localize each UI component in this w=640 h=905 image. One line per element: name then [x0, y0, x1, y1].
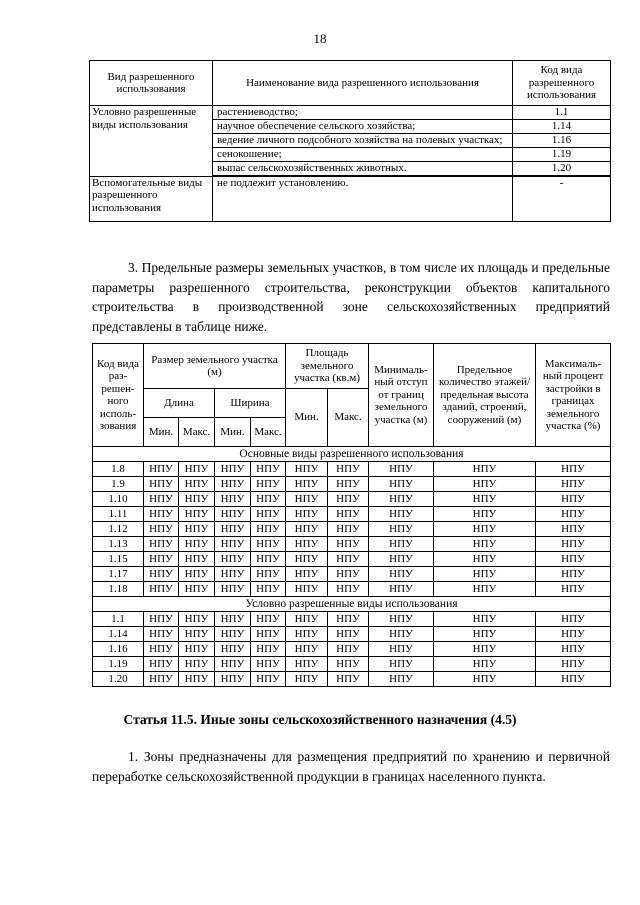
value-cell: НПУ	[369, 492, 434, 507]
value-cell: НПУ	[536, 462, 611, 477]
value-cell: НПУ	[179, 507, 215, 522]
area-header: Площадь земельного участка (кв.м)	[286, 344, 369, 389]
value-cell: НПУ	[179, 657, 215, 672]
value-cell: НПУ	[215, 567, 251, 582]
code-cell: 1.10	[93, 492, 144, 507]
value-cell: НПУ	[434, 582, 536, 597]
table-row	[93, 492, 611, 507]
value-cell: НПУ	[536, 627, 611, 642]
value-cell: НПУ	[328, 462, 369, 477]
value-cell: НПУ	[144, 507, 179, 522]
value-cell: НПУ	[286, 492, 328, 507]
value-cell: НПУ	[286, 642, 328, 657]
table-row	[93, 642, 611, 657]
value-cell: НПУ	[215, 582, 251, 597]
code-cell: 1.13	[93, 537, 144, 552]
value-cell: НПУ	[179, 672, 215, 687]
paragraph-1-text: 1. Зоны предназначены для размещения предприятий по хранению и первичной переработке сельскохозяйственной продукции в границах населенного пункта.	[92, 749, 610, 784]
table-row	[93, 537, 611, 552]
value-cell: НПУ	[144, 492, 179, 507]
value-cell: НПУ	[179, 537, 215, 552]
value-cell: НПУ	[286, 522, 328, 537]
value-cell: НПУ	[536, 672, 611, 687]
value-cell: НПУ	[179, 462, 215, 477]
value-cell: НПУ	[144, 552, 179, 567]
value-cell: НПУ	[328, 492, 369, 507]
value-cell: НПУ	[369, 567, 434, 582]
value-cell: НПУ	[328, 627, 369, 642]
table-row	[93, 477, 611, 492]
width-header: Ширина	[215, 389, 286, 418]
value-cell: НПУ	[179, 627, 215, 642]
value-cell: НПУ	[369, 537, 434, 552]
code-cell: 1.17	[93, 567, 144, 582]
value-cell: НПУ	[328, 552, 369, 567]
value-cell: НПУ	[251, 492, 286, 507]
value-cell: НПУ	[179, 582, 215, 597]
section-title: Основные виды разрешенного использования	[93, 447, 611, 462]
value-cell: НПУ	[215, 477, 251, 492]
table-row	[90, 176, 611, 221]
use-code: 1.20	[513, 161, 611, 175]
value-cell: НПУ	[434, 642, 536, 657]
value-cell: НПУ	[251, 642, 286, 657]
value-cell: НПУ	[536, 582, 611, 597]
value-cell: НПУ	[434, 522, 536, 537]
value-cell: НПУ	[369, 507, 434, 522]
use-name: сенокошение;	[213, 147, 513, 161]
value-cell: НПУ	[536, 612, 611, 627]
value-cell: НПУ	[286, 567, 328, 582]
value-cell: НПУ	[215, 507, 251, 522]
table-row	[93, 462, 611, 477]
value-cell: НПУ	[144, 627, 179, 642]
code-cell: 1.19	[93, 657, 144, 672]
value-cell: НПУ	[434, 657, 536, 672]
area-max-header: Макс.	[328, 389, 369, 447]
section-title: Условно разрешенные виды использования	[93, 597, 611, 612]
value-cell: НПУ	[328, 477, 369, 492]
value-cell: НПУ	[251, 477, 286, 492]
value-cell: НПУ	[434, 552, 536, 567]
table-row	[93, 672, 611, 687]
paragraph-3-text: 3. Предельные размеры земельных участков, в том числе их площадь и предельные параметры разрешенного строительства, реконструкции объектов капитального строительства в производственной зоне сельскохозяйственных предприятий представлены в таблице ниже.	[92, 260, 610, 334]
value-cell: НПУ	[251, 462, 286, 477]
use-code: 1.14	[513, 120, 611, 134]
column-header: Вид разрешенного использования	[90, 61, 213, 106]
value-cell: НПУ	[328, 567, 369, 582]
code-cell: 1.14	[93, 627, 144, 642]
value-cell: НПУ	[536, 477, 611, 492]
value-cell: НПУ	[179, 567, 215, 582]
use-code: 1.19	[513, 147, 611, 161]
use-name: выпас сельскохозяйственных животных.	[213, 161, 513, 175]
value-cell: НПУ	[144, 462, 179, 477]
value-cell: НПУ	[328, 657, 369, 672]
value-cell: НПУ	[215, 537, 251, 552]
value-cell: НПУ	[369, 642, 434, 657]
value-cell: НПУ	[179, 492, 215, 507]
value-cell: НПУ	[369, 477, 434, 492]
value-cell: НПУ	[369, 582, 434, 597]
use-code: 1.16	[513, 134, 611, 148]
area-min-header: Мин.	[286, 389, 328, 447]
value-cell: НПУ	[251, 537, 286, 552]
value-cell: НПУ	[328, 672, 369, 687]
value-cell: НПУ	[144, 672, 179, 687]
value-cell: НПУ	[536, 642, 611, 657]
page-number: 18	[313, 31, 327, 46]
use-name: растениеводство;	[213, 106, 513, 120]
value-cell: НПУ	[434, 462, 536, 477]
article-heading: Статья 11.5. Иные зоны сельскохозяйственного назначения (4.5)	[123, 712, 517, 727]
value-cell: НПУ	[536, 537, 611, 552]
value-cell: НПУ	[286, 672, 328, 687]
value-cell: НПУ	[144, 657, 179, 672]
value-cell: НПУ	[286, 537, 328, 552]
table-row	[93, 507, 611, 522]
value-cell: НПУ	[286, 657, 328, 672]
table-row	[93, 567, 611, 582]
value-cell: НПУ	[215, 657, 251, 672]
table-row	[90, 106, 611, 120]
permitted-use-table	[89, 60, 611, 222]
value-cell: НПУ	[286, 462, 328, 477]
value-cell: НПУ	[251, 612, 286, 627]
use-name: ведение личного подсобного хозяйства на полевых участках;	[213, 134, 513, 148]
value-cell: НПУ	[328, 537, 369, 552]
value-cell: НПУ	[369, 612, 434, 627]
use-group-label: Вспомогательные виды разрешенного использования	[90, 176, 213, 221]
value-cell: НПУ	[215, 492, 251, 507]
column-header: Наименование вида разрешенного использования	[213, 61, 513, 106]
length-min-header: Мин.	[144, 418, 179, 447]
code-cell: 1.15	[93, 552, 144, 567]
use-name: не подлежит установлению.	[213, 176, 513, 221]
value-cell: НПУ	[369, 627, 434, 642]
code-cell: 1.18	[93, 582, 144, 597]
value-cell: НПУ	[328, 522, 369, 537]
section-row	[93, 447, 611, 462]
value-cell: НПУ	[286, 477, 328, 492]
column-header: Код вида разрешенного использования	[513, 61, 611, 106]
value-cell: НПУ	[215, 552, 251, 567]
value-cell: НПУ	[179, 477, 215, 492]
value-cell: НПУ	[286, 612, 328, 627]
value-cell: НПУ	[144, 477, 179, 492]
value-cell: НПУ	[215, 612, 251, 627]
code-cell: 1.1	[93, 612, 144, 627]
value-cell: НПУ	[328, 582, 369, 597]
value-cell: НПУ	[369, 672, 434, 687]
value-cell: НПУ	[179, 522, 215, 537]
value-cell: НПУ	[434, 567, 536, 582]
value-cell: НПУ	[144, 582, 179, 597]
value-cell: НПУ	[251, 552, 286, 567]
value-cell: НПУ	[215, 672, 251, 687]
width-max-header: Макс.	[251, 418, 286, 447]
value-cell: НПУ	[215, 462, 251, 477]
floors-header: Предельное количество этажей/ предельная высота зданий, строений, сооружений (м)	[434, 344, 536, 447]
value-cell: НПУ	[251, 567, 286, 582]
setback-header: Минималь-ный отступ от границ земельного участка (м)	[369, 344, 434, 447]
value-cell: НПУ	[369, 462, 434, 477]
value-cell: НПУ	[536, 552, 611, 567]
table-row	[93, 627, 611, 642]
value-cell: НПУ	[144, 642, 179, 657]
value-cell: НПУ	[536, 657, 611, 672]
value-cell: НПУ	[251, 657, 286, 672]
value-cell: НПУ	[144, 612, 179, 627]
value-cell: НПУ	[536, 522, 611, 537]
table-row	[93, 552, 611, 567]
table-row	[93, 522, 611, 537]
length-max-header: Макс.	[179, 418, 215, 447]
value-cell: НПУ	[215, 642, 251, 657]
value-cell: НПУ	[179, 642, 215, 657]
value-cell: НПУ	[286, 552, 328, 567]
code-cell: 1.11	[93, 507, 144, 522]
use-name: научное обеспечение сельского хозяйства;	[213, 120, 513, 134]
value-cell: НПУ	[434, 507, 536, 522]
table-header-row	[90, 61, 611, 106]
value-cell: НПУ	[536, 507, 611, 522]
value-cell: НПУ	[434, 477, 536, 492]
value-cell: НПУ	[434, 537, 536, 552]
value-cell: НПУ	[251, 672, 286, 687]
section-row	[93, 597, 611, 612]
value-cell: НПУ	[536, 567, 611, 582]
code-cell: 1.9	[93, 477, 144, 492]
value-cell: НПУ	[434, 492, 536, 507]
use-code: 1.1	[513, 106, 611, 120]
value-cell: НПУ	[369, 657, 434, 672]
use-group-label: Условно разрешенные виды использования	[90, 106, 213, 177]
value-cell: НПУ	[286, 627, 328, 642]
value-cell: НПУ	[144, 522, 179, 537]
table-row	[93, 657, 611, 672]
value-cell: НПУ	[179, 552, 215, 567]
table-row	[93, 612, 611, 627]
value-cell: НПУ	[328, 642, 369, 657]
value-cell: НПУ	[369, 522, 434, 537]
value-cell: НПУ	[144, 567, 179, 582]
paragraph-3	[92, 258, 610, 336]
length-header: Длина	[144, 389, 215, 418]
value-cell: НПУ	[251, 507, 286, 522]
value-cell: НПУ	[286, 507, 328, 522]
value-cell: НПУ	[328, 612, 369, 627]
value-cell: НПУ	[536, 492, 611, 507]
value-cell: НПУ	[434, 627, 536, 642]
size-header: Размер земельного участка (м)	[144, 344, 286, 389]
table-header-row	[93, 344, 611, 389]
value-cell: НПУ	[215, 522, 251, 537]
code-header: Код вида раз-решен-ного исполь-зования	[93, 344, 144, 447]
value-cell: НПУ	[251, 582, 286, 597]
value-cell: НПУ	[251, 627, 286, 642]
value-cell: НПУ	[144, 537, 179, 552]
value-cell: НПУ	[251, 522, 286, 537]
coverage-header: Максималь-ный процент застройки в границах земельного участка (%)	[536, 344, 611, 447]
value-cell: НПУ	[434, 612, 536, 627]
value-cell: НПУ	[369, 552, 434, 567]
value-cell: НПУ	[215, 627, 251, 642]
code-cell: 1.20	[93, 672, 144, 687]
code-cell: 1.16	[93, 642, 144, 657]
width-min-header: Мин.	[215, 418, 251, 447]
value-cell: НПУ	[328, 507, 369, 522]
use-code: -	[513, 176, 611, 221]
code-cell: 1.8	[93, 462, 144, 477]
value-cell: НПУ	[179, 612, 215, 627]
value-cell: НПУ	[434, 672, 536, 687]
code-cell: 1.12	[93, 522, 144, 537]
value-cell: НПУ	[286, 582, 328, 597]
table-row	[93, 582, 611, 597]
paragraph-1	[92, 747, 610, 786]
land-plot-limits-table	[92, 343, 611, 687]
